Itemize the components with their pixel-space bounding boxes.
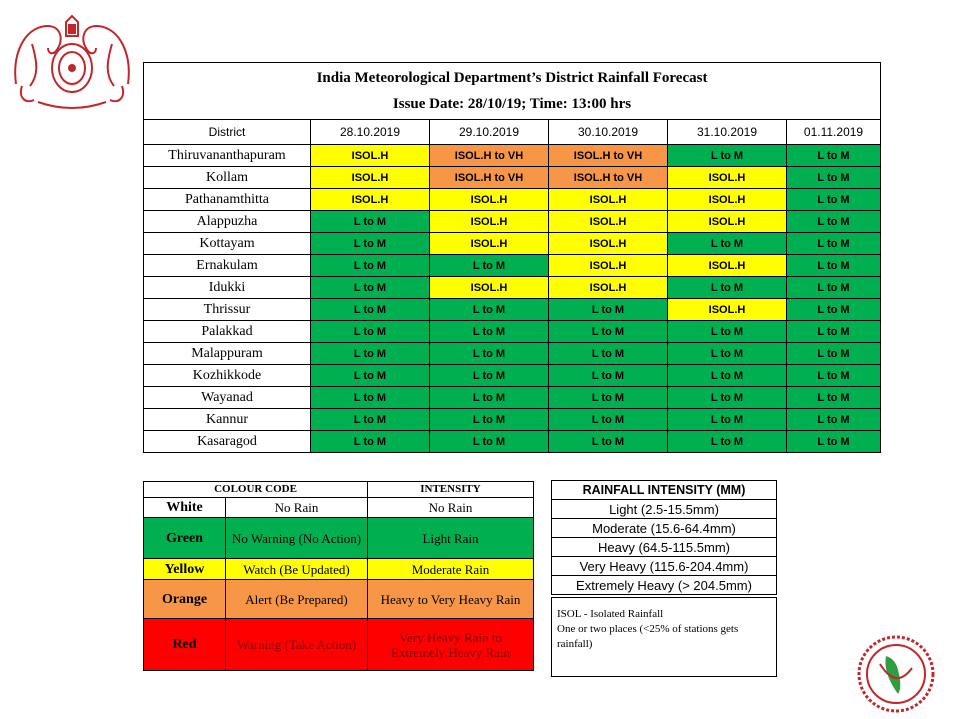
table-row <box>144 145 881 167</box>
forecast-cell: ISOL.H <box>311 167 430 189</box>
district-name: Kasaragod <box>144 431 311 453</box>
forecast-cell: L to M <box>430 409 549 431</box>
isol-note <box>551 597 777 677</box>
district-name: Kottayam <box>144 233 311 255</box>
colour-name: Red <box>144 619 226 671</box>
table-row <box>144 277 881 299</box>
forecast-cell: L to M <box>787 321 881 343</box>
colour-meaning: Watch (Be Updated) <box>226 559 368 580</box>
kerala-disaster-management-authority-icon <box>854 634 938 714</box>
isol-note-line2: One or two places (<25% of stations gets rainfall) <box>557 623 739 650</box>
forecast-cell: L to M <box>668 277 787 299</box>
forecast-cell: L to M <box>668 321 787 343</box>
forecast-cell: L to M <box>549 299 668 321</box>
colour-intensity: No Rain <box>368 498 534 518</box>
forecast-cell: L to M <box>311 299 430 321</box>
district-name: Ernakulam <box>144 255 311 277</box>
colour-meaning: Warning (Take Action) <box>226 619 368 671</box>
district-name: Wayanad <box>144 387 311 409</box>
colour-name: Green <box>144 518 226 559</box>
table-title <box>144 63 881 120</box>
colour-name: Yellow <box>144 559 226 580</box>
intensity-item: Heavy (64.5-115.5mm) <box>552 538 777 557</box>
table-row <box>144 343 881 365</box>
forecast-cell: ISOL.H <box>668 211 787 233</box>
forecast-cell: L to M <box>668 409 787 431</box>
forecast-cell: L to M <box>430 387 549 409</box>
forecast-cell: L to M <box>787 343 881 365</box>
district-name: Thrissur <box>144 299 311 321</box>
forecast-cell: L to M <box>787 431 881 453</box>
table-row <box>144 233 881 255</box>
district-name: Alappuzha <box>144 211 311 233</box>
forecast-cell: L to M <box>430 299 549 321</box>
forecast-cell: ISOL.H <box>549 189 668 211</box>
forecast-cell: L to M <box>549 365 668 387</box>
forecast-cell: L to M <box>668 387 787 409</box>
date-header: 01.11.2019 <box>787 120 881 145</box>
colour-intensity: Light Rain <box>368 518 534 559</box>
forecast-cell: ISOL.H <box>311 145 430 167</box>
forecast-cell: ISOL.H <box>549 255 668 277</box>
forecast-cell: L to M <box>787 409 881 431</box>
district-name: Malappuram <box>144 343 311 365</box>
issue-date: Issue Date: 28/10/19; Time: 13:00 hrs <box>392 96 632 112</box>
forecast-cell: ISOL.H to VH <box>549 145 668 167</box>
forecast-cell: L to M <box>549 409 668 431</box>
legend-row <box>144 498 534 518</box>
intensity-item: Very Heavy (115.6-204.4mm) <box>552 557 777 576</box>
forecast-cell: L to M <box>787 167 881 189</box>
district-name: Pathanamthitta <box>144 189 311 211</box>
forecast-cell: ISOL.H to VH <box>430 167 549 189</box>
forecast-cell: ISOL.H <box>549 277 668 299</box>
date-header: 31.10.2019 <box>668 120 787 145</box>
forecast-cell: L to M <box>311 211 430 233</box>
district-name: Idukki <box>144 277 311 299</box>
forecast-cell: L to M <box>668 365 787 387</box>
forecast-cell: ISOL.H <box>549 211 668 233</box>
forecast-cell: L to M <box>668 431 787 453</box>
legend-row <box>144 619 534 671</box>
forecast-cell: ISOL.H <box>668 189 787 211</box>
district-name: Kozhikkode <box>144 365 311 387</box>
forecast-cell: L to M <box>787 211 881 233</box>
table-row <box>144 365 881 387</box>
forecast-cell: ISOL.H <box>430 277 549 299</box>
forecast-cell: L to M <box>430 343 549 365</box>
rainfall-intensity-title: RAINFALL INTENSITY (MM) <box>552 481 777 500</box>
forecast-cell: L to M <box>311 321 430 343</box>
table-row <box>144 255 881 277</box>
table-row <box>144 189 881 211</box>
legend-row <box>144 559 534 580</box>
forecast-cell: L to M <box>668 145 787 167</box>
colour-code-header: COLOUR CODE <box>144 482 368 498</box>
colour-meaning: Alert (Be Prepared) <box>226 580 368 619</box>
forecast-cell: L to M <box>787 189 881 211</box>
forecast-cell: L to M <box>787 299 881 321</box>
forecast-cell: ISOL.H <box>668 167 787 189</box>
colour-intensity: Very Heavy Rain to Extremely Heavy Rain <box>368 619 534 671</box>
forecast-cell: L to M <box>430 255 549 277</box>
district-name: Kannur <box>144 409 311 431</box>
date-header: 28.10.2019 <box>311 120 430 145</box>
forecast-cell: L to M <box>311 255 430 277</box>
forecast-cell: L to M <box>549 343 668 365</box>
forecast-cell: ISOL.H <box>311 189 430 211</box>
forecast-cell: ISOL.H to VH <box>549 167 668 189</box>
intensity-item: Extremely Heavy (> 204.5mm) <box>552 576 777 595</box>
legend-row <box>144 518 534 559</box>
colour-intensity: Moderate Rain <box>368 559 534 580</box>
forecast-cell: L to M <box>787 277 881 299</box>
table-row <box>144 321 881 343</box>
forecast-cell: ISOL.H <box>430 233 549 255</box>
colour-meaning: No Rain <box>226 498 368 518</box>
forecast-cell: L to M <box>549 321 668 343</box>
table-row <box>144 299 881 321</box>
table-row <box>144 409 881 431</box>
colour-code-table <box>143 481 534 671</box>
table-row <box>144 211 881 233</box>
intensity-item: Light (2.5-15.5mm) <box>552 500 777 519</box>
forecast-cell: L to M <box>668 233 787 255</box>
forecast-cell: L to M <box>549 387 668 409</box>
rainfall-intensity-table <box>551 480 777 595</box>
intensity-header: INTENSITY <box>368 482 534 498</box>
table-row <box>144 431 881 453</box>
forecast-cell: L to M <box>430 365 549 387</box>
district-name: Palakkad <box>144 321 311 343</box>
forecast-cell: L to M <box>787 365 881 387</box>
forecast-cell: L to M <box>430 431 549 453</box>
kerala-state-emblem-icon <box>8 14 136 112</box>
forecast-cell: ISOL.H <box>430 189 549 211</box>
forecast-cell: ISOL.H <box>668 255 787 277</box>
colour-intensity: Heavy to Very Heavy Rain <box>368 580 534 619</box>
forecast-cell: ISOL.H <box>668 299 787 321</box>
district-name: Thiruvananthapuram <box>144 145 311 167</box>
forecast-cell: L to M <box>311 343 430 365</box>
forecast-cell: L to M <box>311 233 430 255</box>
date-header: 30.10.2019 <box>549 120 668 145</box>
forecast-cell: L to M <box>787 233 881 255</box>
forecast-cell: ISOL.H to VH <box>430 145 549 167</box>
forecast-cell: L to M <box>311 431 430 453</box>
date-header: 29.10.2019 <box>430 120 549 145</box>
forecast-cell: L to M <box>311 409 430 431</box>
colour-name: White <box>144 498 226 518</box>
forecast-cell: L to M <box>311 387 430 409</box>
forecast-cell: L to M <box>549 431 668 453</box>
forecast-cell: L to M <box>668 343 787 365</box>
district-header: District <box>144 120 311 145</box>
forecast-cell: L to M <box>787 255 881 277</box>
forecast-cell: ISOL.H <box>430 211 549 233</box>
isol-note-line1: ISOL - Isolated Rainfall <box>557 608 664 620</box>
forecast-cell: L to M <box>311 365 430 387</box>
district-name: Kollam <box>144 167 311 189</box>
forecast-cell: L to M <box>311 277 430 299</box>
colour-meaning: No Warning (No Action) <box>226 518 368 559</box>
table-row <box>144 387 881 409</box>
legend-row <box>144 580 534 619</box>
colour-name: Orange <box>144 580 226 619</box>
district-forecast-table <box>143 62 881 453</box>
forecast-cell: ISOL.H <box>549 233 668 255</box>
table-row <box>144 167 881 189</box>
table-header-row <box>144 120 881 145</box>
forecast-cell: L to M <box>430 321 549 343</box>
intensity-item: Moderate (15.6-64.4mm) <box>552 519 777 538</box>
forecast-cell: L to M <box>787 387 881 409</box>
forecast-title: India Meteorological Department’s District Rainfall Forecast <box>316 70 708 86</box>
forecast-cell: L to M <box>787 145 881 167</box>
